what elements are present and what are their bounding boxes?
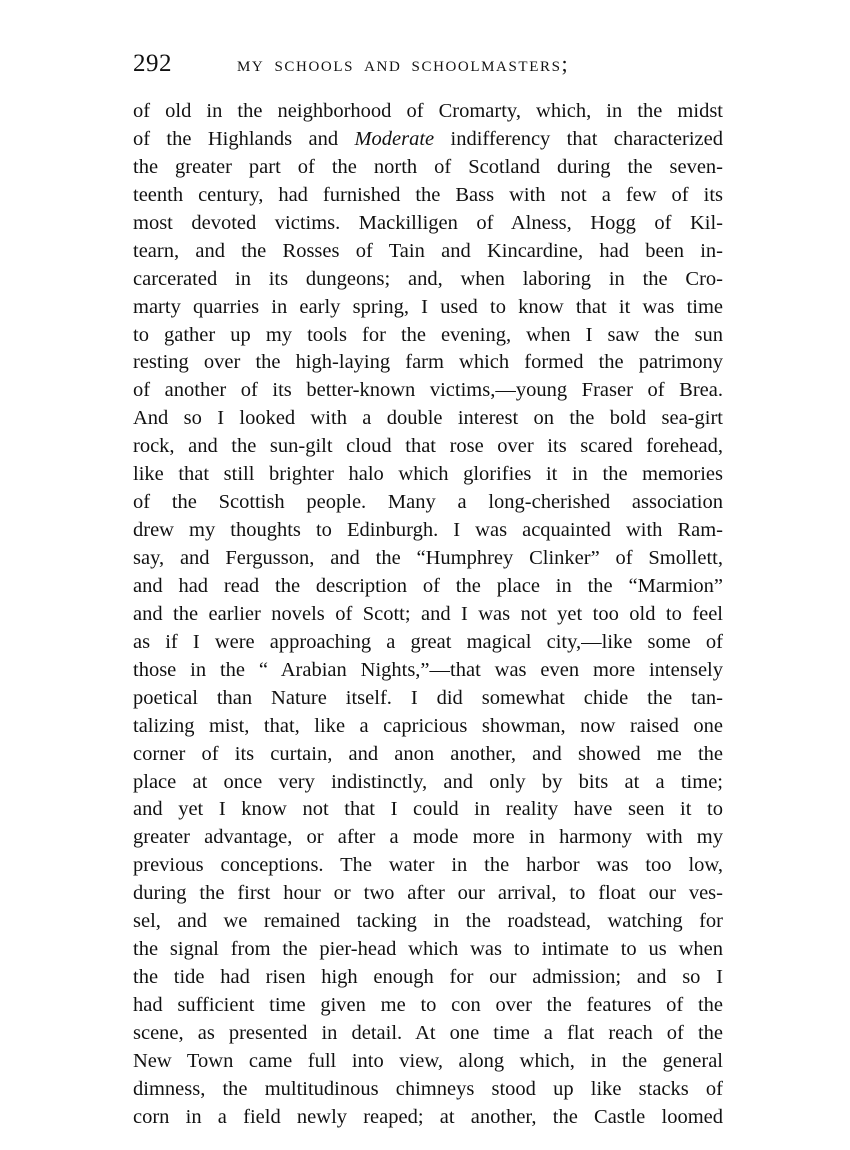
running-head: [133, 44, 723, 84]
text-line: talizing mist, that, like a capricious showman, now raised one: [133, 714, 723, 737]
text-line: as if I were approaching a great magical city,—like some of: [133, 630, 723, 653]
text-line: dimness, the multitudinous chimneys stood up like stacks of: [133, 1077, 723, 1100]
text-line: scene, as presented in detail. At one time a flat reach of the: [133, 1021, 723, 1044]
text-line: greater advantage, or after a mode more in harmony with my: [133, 826, 723, 849]
text-line: of another of its better-known victims,—young Fraser of Brea.: [133, 379, 723, 402]
text-line: marty quarries in early spring, I used to know that it was time: [133, 295, 723, 318]
text-line: corner of its curtain, and anon another, and showed me the: [133, 742, 723, 765]
text-line: had sufficient time given me to con over the features of the: [133, 994, 723, 1016]
body-text: [133, 98, 723, 1132]
text-line: New Town came full into view, along which, in the general: [133, 1049, 723, 1072]
text-line: teenth century, had furnished the Bass with not a few of its: [133, 183, 723, 206]
text-line: poetical than Nature itself. I did somewhat chide the tan-: [133, 686, 723, 709]
text-line: tearn, and the Rosses of Tain and Kincardine, had been in-: [133, 239, 723, 262]
text-line: to gather up my tools for the evening, when I saw the sun: [133, 323, 723, 346]
text-line: and had read the description of the place in the “Marmion”: [133, 574, 723, 597]
text-line-start: of the Highlands and: [133, 127, 355, 150]
text-line: most devoted victims. Mackilligen of Alness, Hogg of Kil-: [133, 211, 723, 234]
text-line: drew my thoughts to Edinburgh. I was acquainted with Ram-: [133, 519, 723, 542]
text-line: the signal from the pier-head which was to intimate to us when: [133, 938, 723, 961]
text-line: carcerated in its dungeons; and, when laboring in the Cro-: [133, 267, 723, 290]
text-line: say, and Fergusson, and the “Humphrey Clinker” of Smollett,: [133, 547, 723, 569]
text-line: rock, and the sun-gilt cloud that rose over its scared forehead,: [133, 435, 723, 458]
text-line: of the Scottish people. Many a long-cherished association: [133, 491, 723, 514]
page-number: 292: [133, 50, 172, 77]
text-line: And so I looked with a double interest on the bold sea-girt: [133, 407, 723, 430]
text-line: sel, and we remained tacking in the roadstead, watching for: [133, 910, 723, 933]
text-line-end: indifferency that characterized: [434, 127, 723, 150]
italic-word: Moderate: [354, 127, 435, 150]
text-line: and yet I know not that I could in reality have seen it to: [133, 798, 723, 821]
text-line: during the first hour or two after our arrival, to float our ves-: [133, 882, 723, 905]
text-line: like that still brighter halo which glorifies it in the memories: [133, 463, 723, 486]
text-line: resting over the high-laying farm which formed the patrimony: [133, 351, 723, 374]
text-line: place at once very indistinctly, and only by bits at a time;: [133, 770, 723, 793]
text-line: corn in a field newly reaped; at another, the Castle loomed: [133, 1105, 723, 1128]
text-line: the tide had risen high enough for our admission; and so I: [133, 966, 723, 989]
text-line: and the earlier novels of Scott; and I was not yet too old to feel: [133, 602, 723, 625]
running-title: my schools and schoolmasters;: [237, 51, 570, 76]
text-line: those in the “ Arabian Nights,”—that was even more intensely: [133, 658, 723, 681]
text-line: [133, 126, 723, 154]
text-line: of old in the neighborhood of Cromarty, which, in the midst: [133, 100, 723, 122]
text-line: previous conceptions. The water in the harbor was too low,: [133, 854, 723, 877]
text-line: the greater part of the north of Scotland during the seven-: [133, 155, 723, 178]
